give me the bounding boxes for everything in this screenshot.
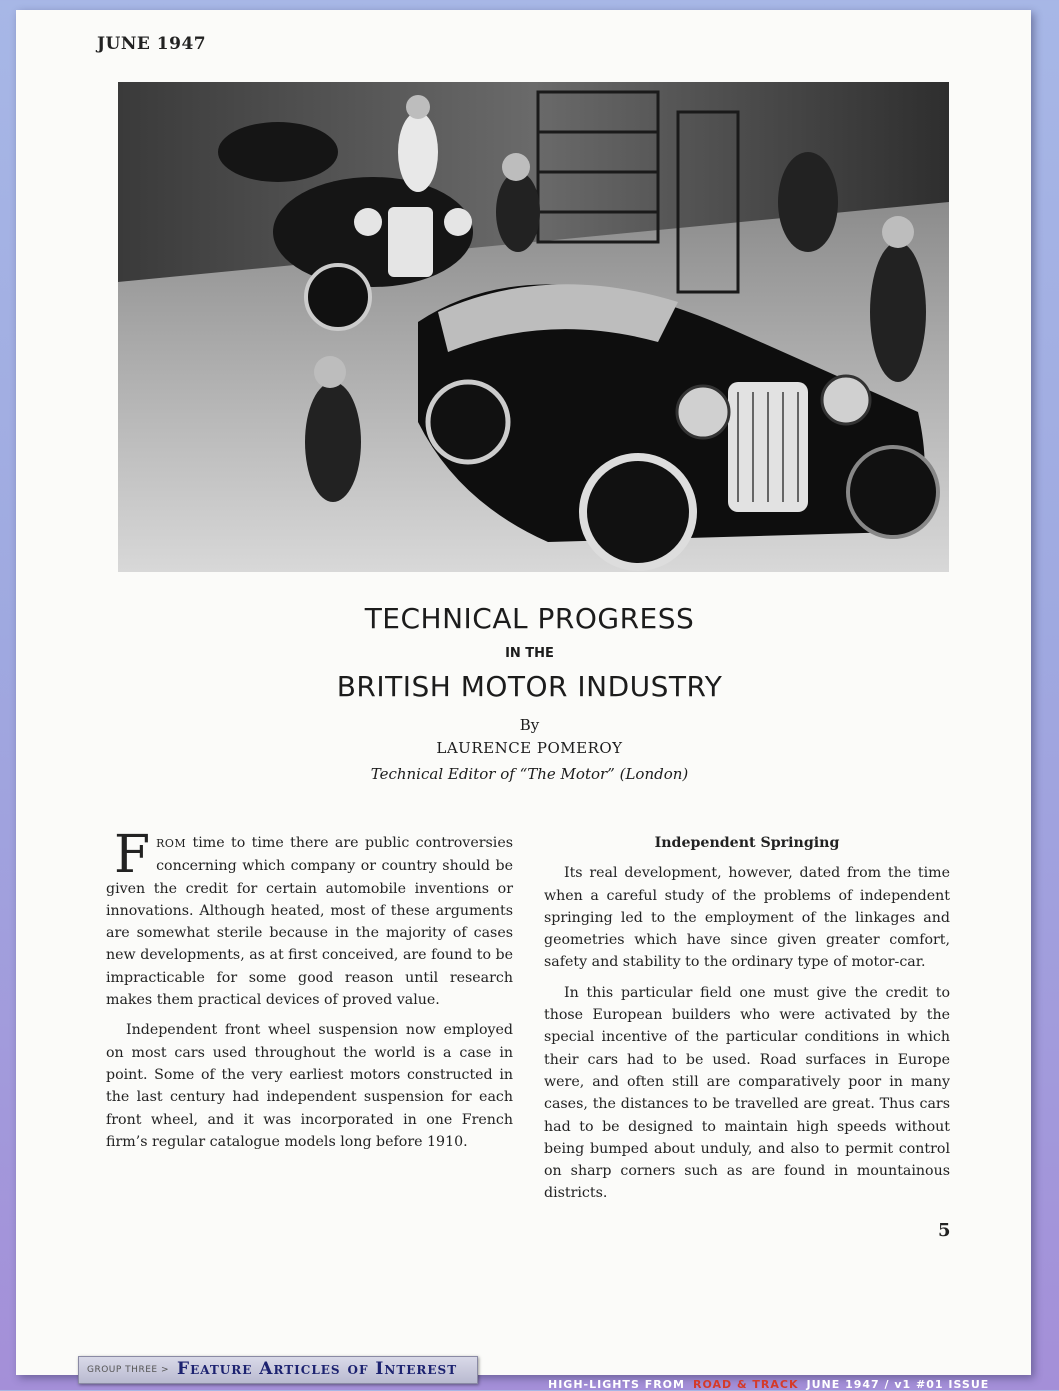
photo-illustration [118, 82, 949, 572]
article-title-line3: BRITISH MOTOR INDUSTRY [336, 670, 723, 703]
left-paragraph-1-text: time to time there are public controversies concerning which company or country should be given the credit for certain automobile inventions or innovations. Although heated, most of these arguments are somewhat sterile because in the majority of cases new developments, as at first conceived, are found to be impracticable for some good reason until research makes them practical devices of proved value. [106, 835, 513, 1009]
left-paragraph-2: Independent front wheel suspension now employed on most cars used throughout the world is a case in point. Some of the very earliest motors constructed in the last century had independent suspension for each front wheel, and it was incorporated in one French firm’s regular catalogue models long before 1910. [106, 1022, 513, 1150]
footer-highlights-label: HIGH-LIGHTS FROM [548, 1378, 685, 1391]
drop-cap: F [114, 825, 151, 885]
byline-label: By [519, 716, 540, 734]
article-title-line2: IN THE [505, 646, 554, 661]
page-number: 5 [938, 1220, 951, 1241]
footer-group-label: GROUP THREE > [87, 1365, 169, 1375]
footer-feature-label: Feature Articles of Interest [177, 1359, 458, 1379]
assembly-line-photo [118, 82, 949, 572]
drop-cap-continuation: ROM [156, 837, 187, 850]
page-date-header: JUNE 1947 [97, 34, 207, 54]
right-paragraph-2: In this particular field one must give the credit to those European builders who were activated by the special incentive of the particular conditions in which their cars had to be used. Road surfaces in Europe were, and often still are comparatively poor in many cases, the distances to be travelled are great. Thus cars had to be designed to maintain high speeds without being bumped about unduly, and also to permit control on sharp corners such as are found in mountainous districts. [544, 984, 950, 1202]
footer-issue-label: JUNE 1947 / v1 #01 ISSUE [806, 1378, 990, 1391]
right-column [544, 832, 950, 1213]
footer-issue-line [548, 1378, 989, 1391]
left-paragraph-1 [106, 825, 513, 1011]
article-title-line1: TECHNICAL PROGRESS [364, 602, 695, 635]
footer-brand: ROAD & TRACK [692, 1378, 799, 1391]
author-name: LAURENCE POMEROY [436, 739, 623, 757]
section-subheading: Independent Springing [654, 835, 840, 851]
author-title: Technical Editor of “The Motor” (London) [370, 765, 689, 783]
right-paragraph-1: Its real development, however, dated from the time when a careful study of the problems of independent springing led to the employment of the linkages and geometries which have since given greater comfort, safety and stability to the ordinary type of motor-car. [544, 865, 950, 971]
left-column [106, 825, 513, 1161]
footer-section-tab[interactable] [78, 1356, 478, 1384]
